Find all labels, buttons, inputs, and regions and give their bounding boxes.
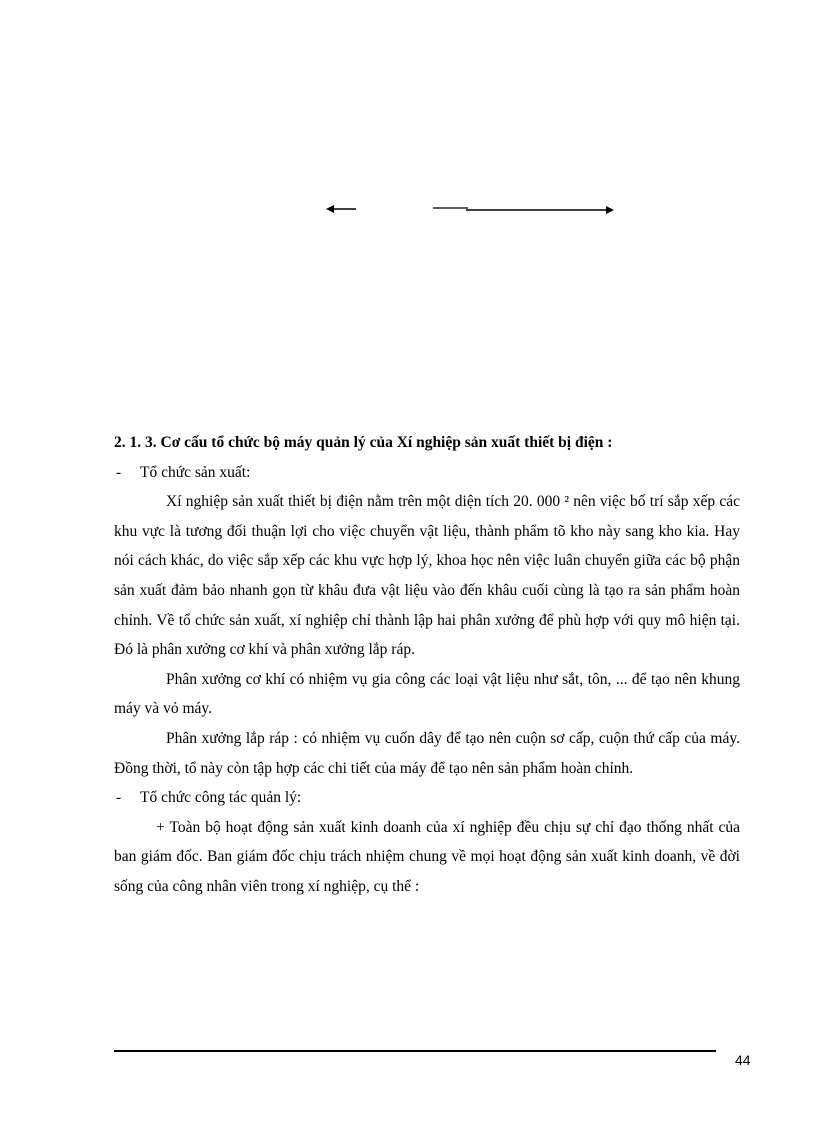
production-organization-item bbox=[114, 458, 740, 488]
dash-marker: - bbox=[116, 463, 122, 481]
diagram-arrows bbox=[0, 195, 816, 225]
page-number: 44 bbox=[735, 1052, 751, 1068]
management-organization-item bbox=[114, 783, 740, 813]
paragraph-mechanical-workshop: Phân xưởng cơ khí có nhiệm vụ gia công các loại vật liệu như sắt, tôn, ... để tạo nên khung máy và vỏ máy. bbox=[114, 670, 740, 718]
section-heading: 2. 1. 3. Cơ cấu tổ chức bộ máy quản lý của Xí nghiệp sản xuất thiết bị điện : bbox=[114, 434, 613, 451]
left-arrow bbox=[326, 205, 356, 213]
production-organization-label: Tổ chức sản xuất: bbox=[140, 463, 251, 481]
footer-rule bbox=[114, 1050, 716, 1052]
paragraph-board-of-directors: + Toàn bộ hoạt động sản xuất kinh doanh của xí nghiệp đều chịu sự chỉ đạo thống nhất của ban giám đốc. Ban giám đốc chịu trách nhiệm chung về mọi hoạt động sản xuất kinh doanh, về đời sống của công nhân viên trong xí nghiệp, cụ thể : bbox=[114, 818, 740, 895]
management-organization-label: Tổ chức công tác quản lý: bbox=[140, 789, 302, 807]
paragraph-assembly-workshop: Phân xưởng lắp ráp : có nhiệm vụ cuốn dây để tạo nên cuộn sơ cấp, cuộn thứ cấp của máy. Đồng thời, tổ này còn tập hợp các chi tiết của máy để tạo nên sản phẩm hoàn chỉnh. bbox=[114, 729, 740, 777]
paragraph-factory-layout: Xí nghiệp sản xuất thiết bị điện nằm trên một diện tích 20. 000 ² nên việc bố trí sắp xếp các khu vực là tương đối thuận lợi cho việc chuyển vật liệu, thành phẩm tõ kho này sang kho kia. Hay nói cách khác, do việc sắp xếp các khu vực hợp lý, khoa học nên việc luân chuyển giữa các bộ phận sản xuất đảm bảo nhanh gọn từ khâu đưa vật liệu vào đến khâu cuối cùng là tạo ra sản phẩm hoàn chỉnh. Về tổ chức sản xuất, xí nghiệp chỉ thành lập hai phân xưởng để phù hợp với quy mô hiện tại. Đó là phân xưởng cơ khí và phân xưởng lắp ráp. bbox=[114, 493, 740, 659]
right-arrow bbox=[433, 206, 614, 214]
document-body bbox=[114, 428, 740, 902]
dash-marker: - bbox=[116, 789, 122, 807]
